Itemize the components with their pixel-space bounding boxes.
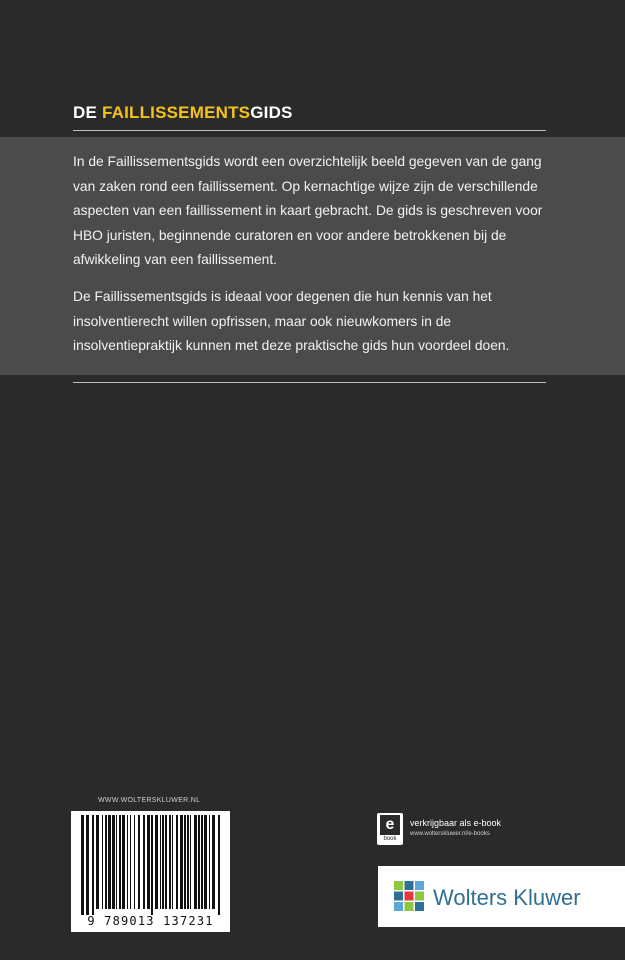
barcode-bar (122, 815, 125, 909)
barcode-bar (204, 815, 207, 909)
website-url: WWW.WOLTERSKLUWER.NL (98, 797, 201, 804)
barcode-bar (116, 815, 117, 909)
barcode-bar (86, 815, 89, 915)
barcode-bar (151, 815, 153, 915)
barcode-bar (165, 815, 167, 909)
bottom-divider (73, 382, 546, 383)
barcode-bar (187, 815, 189, 909)
barcode-bar (184, 815, 186, 909)
barcode-bar (134, 815, 135, 909)
isbn-barcode (71, 811, 230, 932)
barcode-bar (176, 815, 178, 909)
barcode-bar (130, 815, 131, 909)
barcode-bar (92, 815, 94, 915)
barcode-bar (218, 815, 220, 915)
barcode-bar (172, 815, 173, 909)
barcode-bar (108, 815, 111, 909)
title-suffix: GIDS (250, 103, 293, 122)
barcode-bar (194, 815, 197, 909)
ebook-icon (377, 813, 403, 845)
isbn-number: 9 789013 137231 (87, 914, 214, 928)
barcode-bar (169, 815, 171, 909)
publisher-logo-box (378, 866, 625, 927)
book-title (73, 103, 293, 123)
barcode-bar (212, 815, 215, 909)
barcode-bar (180, 815, 183, 909)
barcode-bar (138, 815, 140, 909)
barcode-bar (127, 815, 128, 909)
title-highlight: FAILLISSEMENTS (101, 103, 251, 122)
barcode-bar (102, 815, 103, 909)
ebook-icon-letter: e (380, 815, 400, 835)
barcode-bar (160, 815, 161, 909)
barcode-bar (105, 815, 107, 909)
barcode-bar (198, 815, 200, 909)
barcode-bar (119, 815, 121, 909)
barcode-bar (112, 815, 115, 909)
barcode-bar (155, 815, 158, 909)
top-divider (73, 130, 546, 131)
barcode-bar (162, 815, 164, 909)
barcode-bar (81, 815, 84, 915)
ebook-icon-caption: book (383, 836, 397, 842)
barcode-bar (147, 815, 150, 909)
barcode-bar (201, 815, 203, 909)
barcode-bar (143, 815, 145, 909)
description-paragraph-2: De Faillissementsgids is ideaal voor degenen die hun kennis van het insolventierecht willen opfrissen, maar ook nieuwkomers in de insolventiepraktijk kunnen met deze praktische gids hun voordeel doen. (73, 289, 510, 353)
wolters-kluwer-logo-icon (392, 879, 426, 913)
title-prefix: DE (73, 103, 102, 122)
barcode-bar (190, 815, 191, 909)
barcode-bar (209, 815, 210, 909)
description-paragraph-1: In de Faillissementsgids wordt een overzichtelijk beeld gegeven van de gang van zaken rond een faillissement. Op kernachtige wijze zijn de verschillende aspecten van een faillissement in kaart gebracht. De gids is geschreven voor HBO juristen, beginnende curatoren en voor andere betrokkenen bij de afwikkeling van een faillissement. (73, 154, 543, 267)
ebook-label: verkrijgbaar als e-book (410, 818, 502, 828)
ebook-url: www.wolterskluwer.nl/e-books (410, 831, 490, 837)
barcode-bar (96, 815, 99, 909)
publisher-name: Wolters Kluwer (433, 885, 581, 910)
